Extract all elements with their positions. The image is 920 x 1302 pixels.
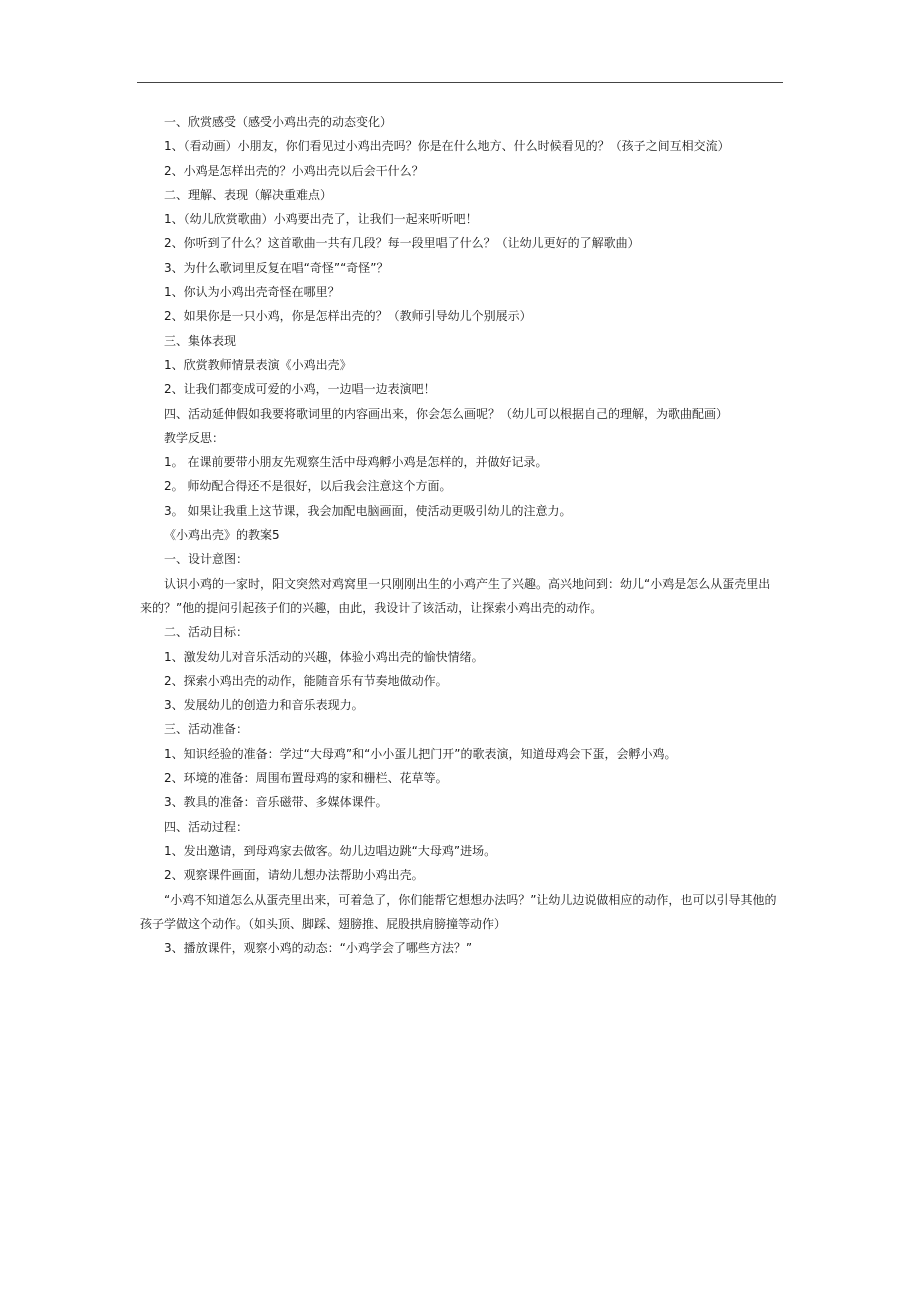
paragraph: 3、为什么歌词里反复在唱“奇怪”“奇怪”？ bbox=[164, 260, 389, 275]
paragraph: 1、欣赏教师情景表演《小鸡出壳》 bbox=[164, 357, 352, 372]
paragraph: 2、探索小鸡出壳的动作，能随音乐有节奏地做动作。 bbox=[164, 673, 448, 688]
section-heading-appreciation: 一、欣赏感受（感受小鸡出壳的动态变化） bbox=[164, 115, 393, 129]
paragraph: 2、观察课件画面，请幼儿想办法帮助小鸡出壳。 bbox=[164, 868, 424, 883]
section-heading-understanding: 二、理解、表现（解决重难点） bbox=[164, 187, 333, 202]
section-heading-process: 四、活动过程： bbox=[164, 819, 249, 834]
paragraph: “小鸡不知道怎么从蛋壳里出来，可着急了，你们能帮它想想办法吗？”让幼儿边说做相应的动作，也可以引导其他的孩子学做这个动作。（如头顶、脚踩、翅膀推、屁股拱肩膀撞等动作） bbox=[140, 892, 777, 931]
paragraph: 认识小鸡的一家时，阳文突然对鸡窝里一只刚刚出生的小鸡产生了兴趣。高兴地问到：幼儿“小鸡是怎么从蛋壳里出来的？”他的提问引起孩子们的兴趣，由此，我设计了该活动，让探索小鸡出壳的动作。 bbox=[140, 576, 771, 615]
paragraph: 1、发出邀请，到母鸡家去做客。幼儿边唱边跳“大母鸡”进场。 bbox=[164, 843, 497, 858]
paragraph: 2、让我们都变成可爱的小鸡，一边唱一边表演吧！ bbox=[164, 382, 436, 397]
paragraph: 1、（幼儿欣赏歌曲）小鸡要出壳了，让我们一起来听听吧！ bbox=[164, 212, 478, 227]
section-heading-design-intent: 一、设计意图： bbox=[164, 552, 249, 567]
section-heading-goals: 二、活动目标： bbox=[164, 625, 249, 640]
paragraph: 3、播放课件，观察小鸡的动态：“小鸡学会了哪些方法？” bbox=[164, 941, 473, 956]
section-heading-reflection: 教学反思： bbox=[164, 430, 225, 445]
lesson-plan-title: 《小鸡出壳》的教案5 bbox=[164, 528, 280, 543]
paragraph: 2、你听到了什么？这首歌曲一共有几段？每一段里唱了什么？（让幼儿更好的了解歌曲） bbox=[164, 236, 640, 251]
section-heading-extension: 四、活动延伸假如我要将歌词里的内容画出来，你会怎么画呢？（幼儿可以根据自己的理解，为歌曲配画） bbox=[164, 406, 729, 421]
paragraph: 3、教具的准备：音乐磁带、多媒体课件。 bbox=[164, 795, 388, 810]
paragraph: 2。 师幼配合得还不是很好，以后我会注意这个方面。 bbox=[164, 479, 452, 494]
paragraph: 1。 在课前要带小朋友先观察生活中母鸡孵小鸡是怎样的，并做好记录。 bbox=[164, 455, 548, 470]
paragraph: 2、环境的准备：周围布置母鸡的家和栅栏、花草等。 bbox=[164, 771, 448, 786]
paragraph: 2、小鸡是怎样出壳的？小鸡出壳以后会干什么？ bbox=[164, 163, 424, 178]
paragraph: 1、你认为小鸡出壳奇怪在哪里？ bbox=[164, 285, 340, 300]
paragraph: 3、发展幼儿的创造力和音乐表现力。 bbox=[164, 698, 364, 713]
paragraph: 1、知识经验的准备：学过“大母鸡”和“小小蛋儿把门开”的歌表演，知道母鸡会下蛋，会孵小鸡。 bbox=[164, 746, 677, 761]
paragraph: 1、（看动画）小朋友，你们看见过小鸡出壳吗？你是在什么地方、什么时候看见的？（孩子之间互相交流） bbox=[164, 139, 730, 154]
section-heading-group-performance: 三、集体表现 bbox=[164, 333, 237, 348]
section-heading-preparation: 三、活动准备： bbox=[164, 722, 249, 737]
paragraph: 1、激发幼儿对音乐活动的兴趣，体验小鸡出壳的愉快情绪。 bbox=[164, 649, 484, 664]
header-rule bbox=[137, 82, 783, 83]
document-body bbox=[140, 110, 782, 960]
paragraph: 2、如果你是一只小鸡，你是怎样出壳的？（教师引导幼儿个别展示） bbox=[164, 309, 532, 324]
paragraph: 3。 如果让我重上这节课，我会加配电脑画面，使活动更吸引幼儿的注意力。 bbox=[164, 503, 572, 518]
